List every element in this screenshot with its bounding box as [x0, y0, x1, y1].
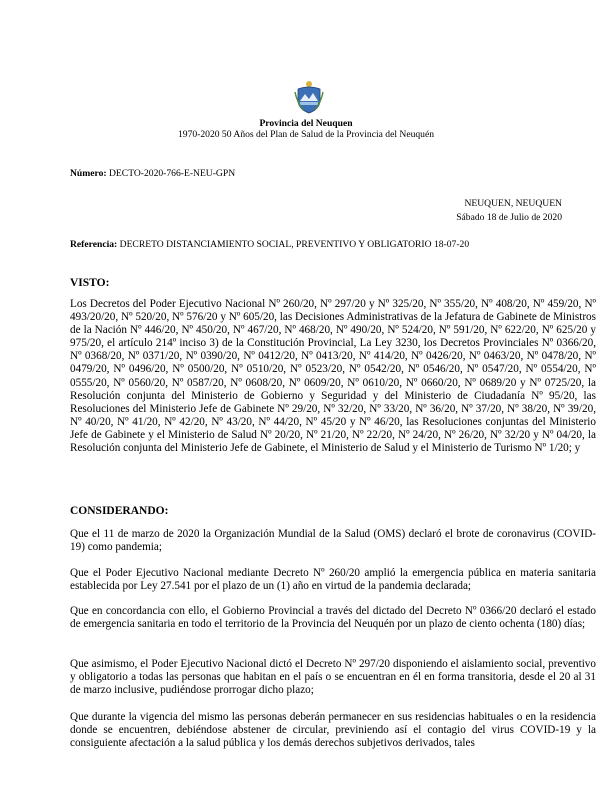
- date-text: Sábado 18 de Julio de 2020: [456, 212, 562, 223]
- plan-subtitle: 1970-2020 50 Años del Plan de Salud de la Provincia del Neuquén: [177, 129, 435, 140]
- province-title: Provincia del Neuquen: [259, 118, 353, 129]
- referencia-row: [70, 239, 469, 251]
- visto-paragraph: Los Decretos del Poder Ejecutivo Nacional Nº 260/20, Nº 297/20 y Nº 325/20, Nº 355/20, Nº 408/20, Nº 459/20, Nº 493/20/20, Nº 520/20, Nº 576/20 y Nº 605/20, las Decisiones Administrativas de la Jefatura de Gabinete de Ministros de la Nación Nº 446/20, Nº 450/20, Nº 467/20, Nº 468/20, Nº 490/20, Nº 524/20, Nº 591/20, Nº 622/20, Nº 625/20 y 975/20, el artículo 214º inciso 3) de la Constitución Provincial, La Ley 3230, los Decretos Provinciales Nº 0366/20, Nº 0368/20, Nº 0371/20, Nº 0390/20, Nº 0412/20, Nº 0413/20, Nº 414/20, Nº 0426/20, Nº 0463/20, Nº 0478/20, Nº 0479/20, Nº 0496/20, Nº 0500/20, Nº 0510/20, Nº 0523/20, Nº 0542/20, Nº 0546/20, Nº 0547/20, Nº 0554/20, Nº 0555/20, Nº 0560/20, Nº 0587/20, Nº 0608/20, Nº 0609/20, Nº 0610/20, Nº 0660/20, Nº 0689/20 y Nº 0725/20, la Resolución conjunta del Ministerio de Gobierno y Seguridad y del Ministerio de Ciudadanía Nº 95/20, las Resoluciones del Ministerio Jefe de Gabinete Nº 29/20, Nº 32/20, Nº 33/20, Nº 36/20, Nº 37/20, Nº 38/20, Nº 39/20, Nº 40/20, Nº 41/20, Nº 42/20, Nº 43/20, Nº 44/20, Nº 45/20 y Nº 46/20, las Resoluciones conjuntas del Ministerio Jefe de Gabinete y el Ministerio de Salud Nº 20/20, Nº 21/20, Nº 22/20, Nº 24/20, Nº 26/20, Nº 32/20 y Nº 04/20, la Resolución conjunta del Ministerio Jefe de Gabinete, el Ministerio de Salud y el Ministerio de Turismo Nº 1/20; y: [70, 298, 596, 455]
- numero-label: Número:: [70, 168, 107, 179]
- considerando-paragraph: Que en concordancia con ello, el Gobierno Provincial a través del dictado del Decreto Nº 0366/20 declaró el estado de emergencia sanitaria en todo el territorio de la Provincia del Neuquén por un plazo de ciento ochenta (180) días;: [70, 605, 596, 631]
- numero-value: DECTO-2020-766-E-NEU-GPN: [109, 168, 236, 179]
- considerando-paragraph: Que el Poder Ejecutivo Nacional mediante Decreto Nº 260/20 amplió la emergencia pública en materia sanitaria establecida por Ley 27.541 por el plazo de un (1) año en virtud de la pandemia declarada;: [70, 567, 596, 593]
- visto-heading: VISTO:: [70, 277, 110, 289]
- referencia-value: DECRETO DISTANCIAMIENTO SOCIAL, PREVENTIVO Y OBLIGATORIO 18-07-20: [119, 239, 470, 250]
- provincial-coat-of-arms-icon: [294, 80, 324, 114]
- considerando-paragraph: Que durante la vigencia del mismo las personas deberán permanecer en sus residencias habituales o en la residencia donde se encuentren, debiéndose abstener de circular, previniendo así el contagio del virus COVID-19 y la consiguiente afectación a la salud pública y los demás derechos subjetivos derivados, tales: [70, 711, 596, 750]
- considerando-paragraph: Que asimismo, el Poder Ejecutivo Nacional dictó el Decreto Nº 297/20 disponiendo el aislamiento social, preventivo y obligatorio a todas las personas que habitan en el país o se encuentran en él en forma transitoria, desde el 20 al 31 de marzo inclusive, pudiéndose prorrogar dicho plazo;: [70, 658, 596, 697]
- place-text: NEUQUEN, NEUQUEN: [464, 198, 562, 209]
- numero-row: [70, 168, 235, 180]
- considerando-paragraph: Que el 11 de marzo de 2020 la Organización Mundial de la Salud (OMS) declaró el brote de coronavirus (COVID-19) como pandemia;: [70, 528, 596, 554]
- considerando-heading: CONSIDERANDO:: [70, 505, 169, 517]
- referencia-label: Referencia:: [70, 239, 118, 250]
